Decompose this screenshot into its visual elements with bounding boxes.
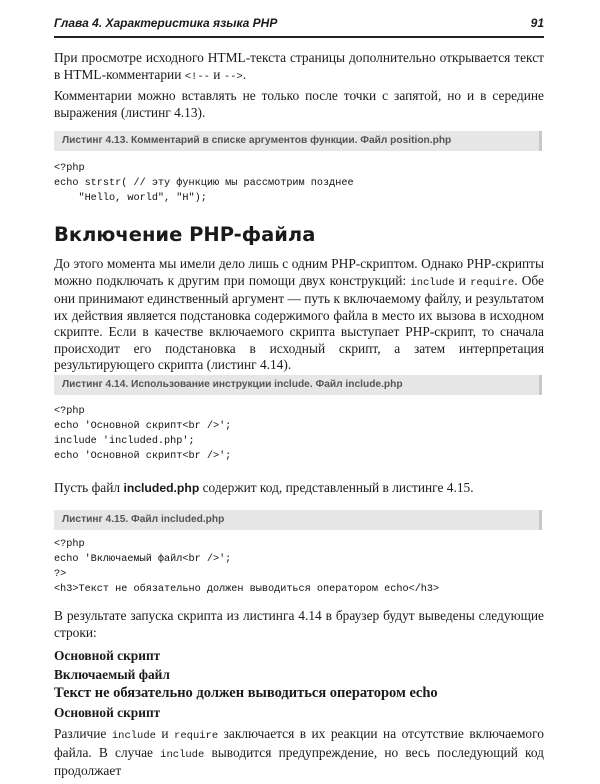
inline-code: include [160, 748, 205, 761]
output-line-heading: Текст не обязательно должен выводиться оператором echo [54, 685, 438, 701]
code-line: <?php [54, 163, 85, 174]
paragraph-1-text: При просмотре исходного HTML-текста страницы дополнительно открывается текст в HTML-комментарии [54, 50, 544, 82]
inline-code: include [111, 730, 156, 742]
chapter-title: Глава 4. Характеристика языка PHP [54, 16, 278, 30]
paragraph-4-text: содержит код, представленный в листинге 4.15. [199, 480, 474, 495]
paragraph-3-text: и [454, 272, 471, 288]
code-line: <?php [54, 539, 85, 550]
code-line: echo 'Основной скрипт<br />'; [54, 421, 232, 432]
page-number: 91 [530, 16, 544, 30]
paragraph-2: Комментарии можно вставлять не только после точки с запятой, но и в середине выражения (листинг 4.13). [54, 88, 544, 120]
paragraph-3-text: . Обе они принимают единственный аргумент — путь к включаемому файлу, и результатом их действия является подстановка содержимого файла в место их вызова в исходном скрипте. Если в качестве включаемого скрипта выступает PHP-скрипт, то сначала происходит его подстановка в исходный скрипт, а затем интерпретация результирующего скрипта (листинг 4.14). [54, 272, 544, 372]
listing-4-15-code [54, 537, 544, 597]
paragraph-1-text: . [242, 66, 247, 82]
paragraph-3 [54, 256, 544, 374]
inline-code: require [174, 730, 219, 742]
inline-code: require [470, 276, 515, 289]
listing-4-13-code [54, 161, 544, 206]
paragraph-1-text: и [209, 66, 224, 82]
output-line: Включаемый файл [54, 667, 170, 682]
paragraph-6-text: Различие [54, 726, 112, 741]
listing-caption-4-15: Листинг 4.15. Файл included.php [54, 510, 542, 530]
code-line: "Hello, world", "H"); [54, 193, 207, 204]
paragraph-1 [54, 50, 544, 85]
paragraph-4 [54, 480, 544, 497]
paragraph-6-text: заключается в их реакции на отсутствие включаемого файла. В случае [54, 726, 544, 760]
section-heading: Включение PHP-файла [54, 223, 316, 246]
paragraph-4-text: Пусть файл [54, 480, 124, 495]
inline-code: include [410, 276, 455, 289]
paragraph-6-text: выводится предупреждение, но весь последующий код продолжает [54, 744, 544, 778]
file-name: included.php [123, 481, 200, 495]
listing-caption-4-13: Листинг 4.13. Комментарий в списке аргументов функции. Файл position.php [54, 131, 542, 151]
code-line: include 'included.php'; [54, 436, 195, 447]
code-line: echo strstr( // эту функцию мы рассмотрим позднее [54, 178, 354, 189]
output-line: Основной скрипт [54, 705, 161, 720]
paragraph-6 [54, 726, 544, 780]
code-line: <?php [54, 406, 85, 417]
paragraph-5: В результате запуска скрипта из листинга 4.14 в браузер будут выведены следующие строки: [54, 608, 544, 640]
code-line: <h3>Текст не обязательно должен выводиться оператором echo</h3> [54, 584, 440, 595]
inline-code: --> [223, 70, 243, 83]
output-line: Основной скрипт [54, 648, 161, 663]
code-line: echo 'Основной скрипт<br />'; [54, 451, 232, 462]
paragraph-3-text: До этого момента мы имели дело лишь с одним PHP-скриптом. Однако PHP-скрипты можно подключать к другим при помощи двух конструкций: [54, 256, 544, 288]
code-line: echo 'Включаемый файл<br />'; [54, 554, 232, 565]
code-line: ?> [54, 569, 67, 580]
inline-code: <!-- [184, 70, 210, 83]
listing-4-14-code [54, 404, 544, 464]
paragraph-6-text: и [155, 726, 175, 741]
listing-caption-4-14: Листинг 4.14. Использование инструкции include. Файл include.php [54, 375, 542, 395]
running-head [54, 14, 544, 38]
